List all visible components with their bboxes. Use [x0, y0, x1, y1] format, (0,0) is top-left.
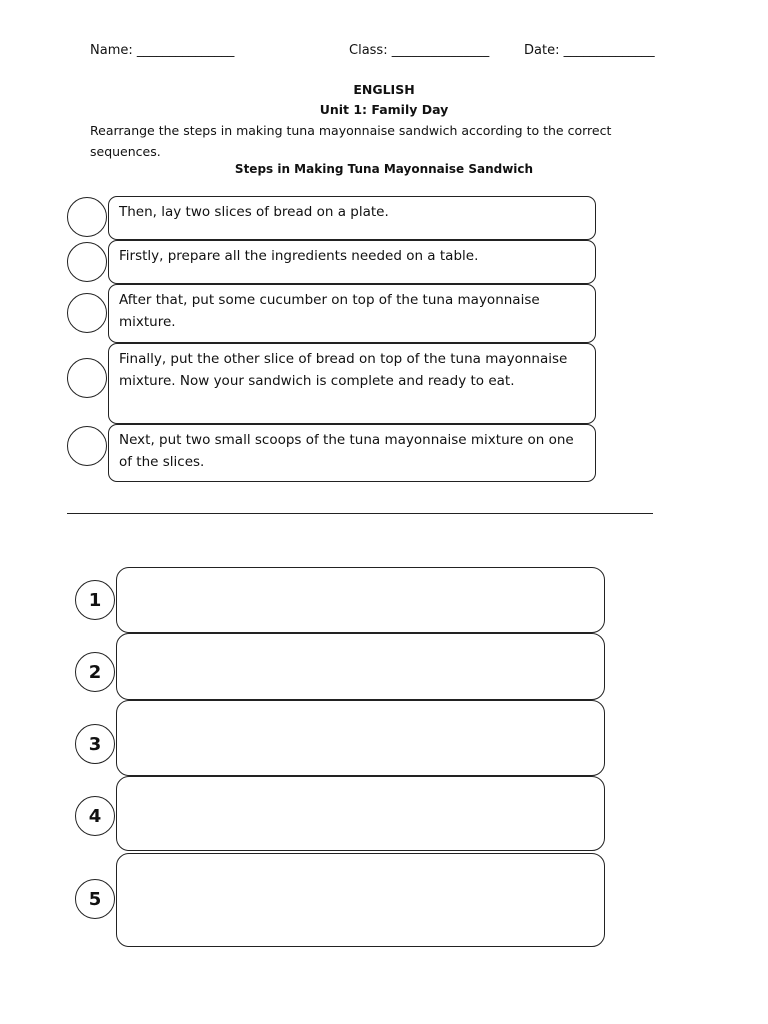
step-text: Firstly, prepare all the ingredients needed on a table. [119, 248, 479, 264]
answer-number-1: 1 [75, 580, 115, 620]
step-text: After that, put some cucumber on top of the tuna mayonnaise mixture. [119, 292, 540, 330]
step-number-circle[interactable] [67, 426, 107, 466]
steps-title: Steps in Making Tuna Mayonnaise Sandwich [234, 162, 534, 176]
section-divider [67, 513, 653, 514]
step-box-3 [108, 284, 596, 343]
answer-box-4[interactable] [116, 776, 605, 851]
step-box-2 [108, 240, 596, 284]
step-box-1 [108, 196, 596, 240]
unit-title: Unit 1: Family Day [319, 102, 449, 117]
step-number-circle[interactable] [67, 358, 107, 398]
class-field-label: Class: _______________ [349, 43, 490, 58]
date-field-label: Date: ______________ [524, 43, 655, 58]
instruction-text: Rearrange the steps in making tuna mayonnaise sandwich according to the correct sequences. [90, 123, 612, 159]
step-number-circle[interactable] [67, 197, 107, 237]
step-number-circle[interactable] [67, 293, 107, 333]
answer-box-5[interactable] [116, 853, 605, 947]
answer-number-4: 4 [75, 796, 115, 836]
answer-number-5: 5 [75, 879, 115, 919]
answer-number-2: 2 [75, 652, 115, 692]
step-box-4 [108, 343, 596, 424]
answer-number-3: 3 [75, 724, 115, 764]
answer-box-2[interactable] [116, 633, 605, 700]
answer-box-3[interactable] [116, 700, 605, 776]
step-box-5 [108, 424, 596, 482]
step-text: Next, put two small scoops of the tuna mayonnaise mixture on one of the slices. [119, 432, 574, 470]
name-field-label: Name: _______________ [90, 43, 235, 58]
subject-title: ENGLISH [353, 82, 415, 97]
step-number-circle[interactable] [67, 242, 107, 282]
answer-box-1[interactable] [116, 567, 605, 633]
step-text: Then, lay two slices of bread on a plate. [119, 204, 389, 220]
step-text: Finally, put the other slice of bread on top of the tuna mayonnaise mixture. Now your sandwich is complete and ready to eat. [119, 351, 568, 389]
